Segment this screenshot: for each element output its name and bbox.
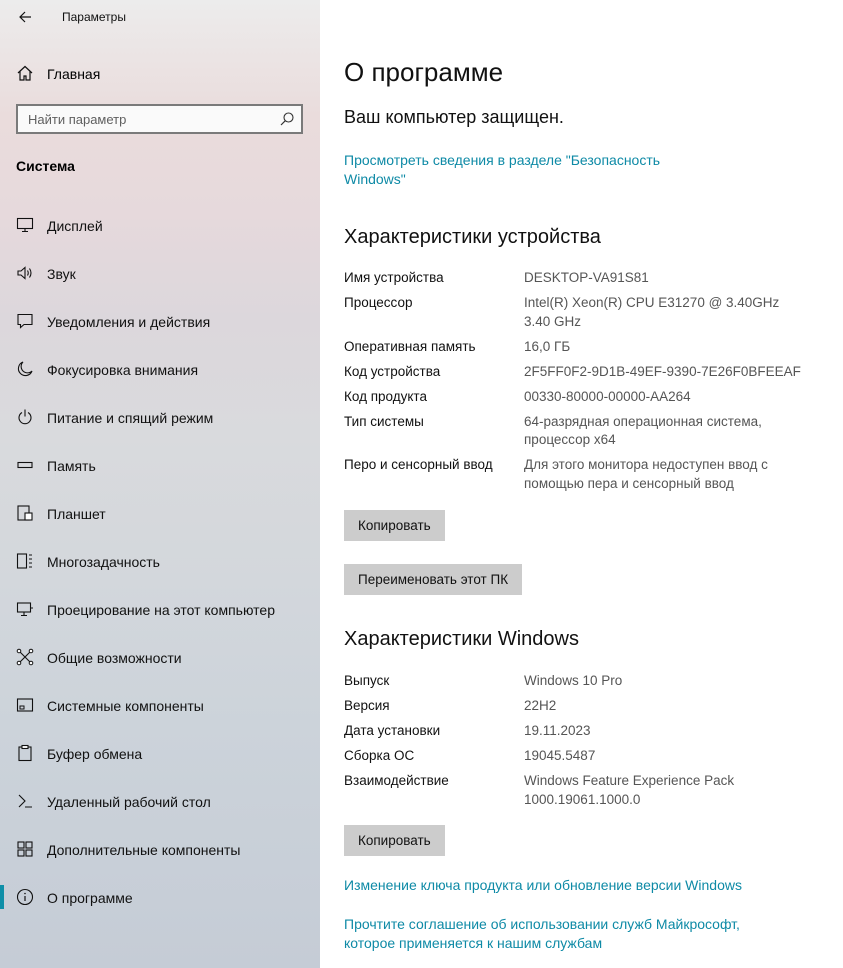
monitor-icon bbox=[16, 216, 34, 234]
copy-device-specs-button[interactable]: Копировать bbox=[344, 510, 445, 541]
search-input[interactable] bbox=[18, 106, 258, 132]
speaker-icon bbox=[16, 264, 34, 282]
spec-key: Сборка ОС bbox=[344, 748, 415, 763]
sidebar-item-focus[interactable] bbox=[0, 345, 320, 393]
system-components-icon bbox=[16, 696, 34, 714]
sidebar-item-shared[interactable] bbox=[0, 633, 320, 681]
sidebar-item-label: Системные компоненты bbox=[47, 698, 204, 714]
spec-row bbox=[344, 722, 824, 741]
spec-row bbox=[344, 413, 824, 450]
sidebar-item-label: Дисплей bbox=[47, 218, 103, 234]
clipboard-icon bbox=[16, 744, 34, 762]
spec-key: Процессор bbox=[344, 295, 413, 310]
security-details-link[interactable]: Просмотреть сведения в разделе "Безопасность Windows" bbox=[344, 152, 661, 187]
spec-value: 22H2 bbox=[524, 698, 557, 713]
spec-value: DESKTOP-VA91S81 bbox=[524, 270, 649, 285]
power-icon bbox=[16, 408, 34, 426]
sidebar-item-label: Буфер обмена bbox=[47, 746, 143, 762]
windows-specs-heading: Характеристики Windows bbox=[344, 628, 579, 650]
sidebar-item-system-components[interactable] bbox=[0, 681, 320, 729]
spec-key: Тип системы bbox=[344, 413, 424, 429]
spec-row bbox=[344, 363, 824, 382]
app-title: Параметры bbox=[62, 10, 126, 24]
sidebar-item-optional-features[interactable] bbox=[0, 825, 320, 873]
spec-value: Windows 10 Pro bbox=[524, 673, 623, 688]
tablet-icon bbox=[16, 504, 34, 522]
spec-row bbox=[344, 772, 824, 809]
rename-pc-button[interactable]: Переименовать этот ПК bbox=[344, 564, 522, 595]
spec-key: Имя устройства bbox=[344, 270, 444, 285]
sidebar-nav bbox=[0, 201, 320, 921]
sidebar-item-label: Память bbox=[47, 458, 96, 474]
product-key-link[interactable]: Изменение ключа продукта или обновление версии Windows bbox=[344, 877, 742, 893]
spec-row bbox=[344, 672, 824, 691]
spec-row bbox=[344, 747, 824, 766]
spec-value: 19.11.2023 bbox=[524, 723, 591, 738]
grid-icon bbox=[16, 840, 34, 858]
spec-value: Intel(R) Xeon(R) CPU E31270 @ 3.40GHz 3.40 GHz bbox=[524, 295, 780, 329]
spec-key: Версия bbox=[344, 698, 390, 713]
spec-value: 16,0 ГБ bbox=[524, 338, 571, 354]
multitasking-icon bbox=[16, 552, 34, 570]
spec-key: Код продукта bbox=[344, 388, 427, 404]
services-agreement-link[interactable]: Прочтите соглашение об использовании служб Майкрософт, которое применяется к нашим службам bbox=[344, 916, 740, 951]
projecting-icon bbox=[16, 600, 34, 618]
sidebar-item-label: Фокусировка внимания bbox=[47, 362, 199, 378]
spec-row bbox=[344, 338, 824, 357]
sidebar-item-power[interactable] bbox=[0, 393, 320, 441]
sidebar-item-tablet[interactable] bbox=[0, 489, 320, 537]
sidebar-section-title: Система bbox=[16, 158, 75, 174]
sidebar bbox=[0, 0, 320, 968]
home-label: Главная bbox=[47, 66, 101, 82]
device-specs-table bbox=[344, 269, 824, 500]
main-content bbox=[320, 0, 843, 968]
sidebar-item-label: Питание и спящий режим bbox=[47, 410, 214, 426]
spec-value: Windows Feature Experience Pack 1000.19061.1000.0 bbox=[524, 773, 735, 807]
spec-row bbox=[344, 388, 824, 407]
spec-row bbox=[344, 456, 824, 493]
sidebar-item-clipboard[interactable] bbox=[0, 729, 320, 777]
home-icon bbox=[16, 64, 34, 82]
spec-value: 2F5FF0F2-9D1B-49EF-9390-7E26F0BFEEAF bbox=[524, 363, 801, 379]
sidebar-item-projecting[interactable] bbox=[0, 585, 320, 633]
sidebar-item-label: Уведомления и действия bbox=[47, 314, 211, 330]
sidebar-item-label: Удаленный рабочий стол bbox=[47, 794, 211, 810]
page-title: О программе bbox=[344, 57, 504, 87]
sidebar-item-about[interactable] bbox=[0, 873, 320, 921]
spec-value: 00330-80000-00000-AA264 bbox=[524, 388, 691, 404]
device-specs-heading: Характеристики устройства bbox=[344, 226, 601, 248]
windows-specs-table bbox=[344, 672, 824, 816]
spec-row bbox=[344, 269, 824, 288]
spec-row bbox=[344, 294, 824, 331]
sidebar-item-label: Планшет bbox=[47, 506, 106, 522]
spec-key: Дата установки bbox=[344, 723, 441, 738]
remote-desktop-icon bbox=[16, 792, 34, 810]
spec-key: Взаимодействие bbox=[344, 773, 449, 788]
sidebar-item-label: Звук bbox=[47, 266, 76, 282]
search-icon bbox=[279, 111, 295, 127]
back-button[interactable] bbox=[12, 4, 38, 30]
sidebar-item-sound[interactable] bbox=[0, 249, 320, 297]
sidebar-item-label: Общие возможности bbox=[47, 650, 182, 666]
title-bar bbox=[0, 0, 320, 34]
sidebar-item-storage[interactable] bbox=[0, 441, 320, 489]
search-box[interactable] bbox=[16, 104, 303, 134]
sidebar-item-label: Дополнительные компоненты bbox=[47, 842, 241, 858]
sidebar-item-label: О программе bbox=[47, 890, 133, 906]
copy-windows-specs-button[interactable]: Копировать bbox=[344, 825, 445, 856]
spec-value: Для этого монитора недоступен ввод с помощью пера и сенсорный ввод bbox=[524, 457, 768, 491]
spec-key: Код устройства bbox=[344, 363, 441, 379]
spec-value: 19045.5487 bbox=[524, 748, 596, 763]
sidebar-item-label: Многозадачность bbox=[47, 554, 160, 570]
sidebar-item-notifications[interactable] bbox=[0, 297, 320, 345]
moon-icon bbox=[16, 360, 34, 378]
sidebar-home[interactable] bbox=[0, 58, 320, 88]
info-icon bbox=[16, 888, 34, 906]
protection-status: Ваш компьютер защищен. bbox=[344, 107, 564, 127]
shared-experiences-icon bbox=[16, 648, 34, 666]
spec-row bbox=[344, 697, 824, 716]
spec-key: Выпуск bbox=[344, 673, 390, 688]
spec-key: Оперативная память bbox=[344, 338, 476, 354]
spec-key: Перо и сенсорный ввод bbox=[344, 457, 493, 472]
notification-icon bbox=[16, 312, 34, 330]
arrow-left-icon bbox=[18, 10, 32, 24]
spec-value: 64-разрядная операционная система, процессор x64 bbox=[524, 413, 762, 447]
sidebar-item-display[interactable] bbox=[0, 201, 320, 249]
sidebar-item-label: Проецирование на этот компьютер bbox=[47, 602, 275, 618]
sidebar-item-remote-desktop[interactable] bbox=[0, 777, 320, 825]
sidebar-item-multitasking[interactable] bbox=[0, 537, 320, 585]
storage-icon bbox=[16, 456, 34, 474]
